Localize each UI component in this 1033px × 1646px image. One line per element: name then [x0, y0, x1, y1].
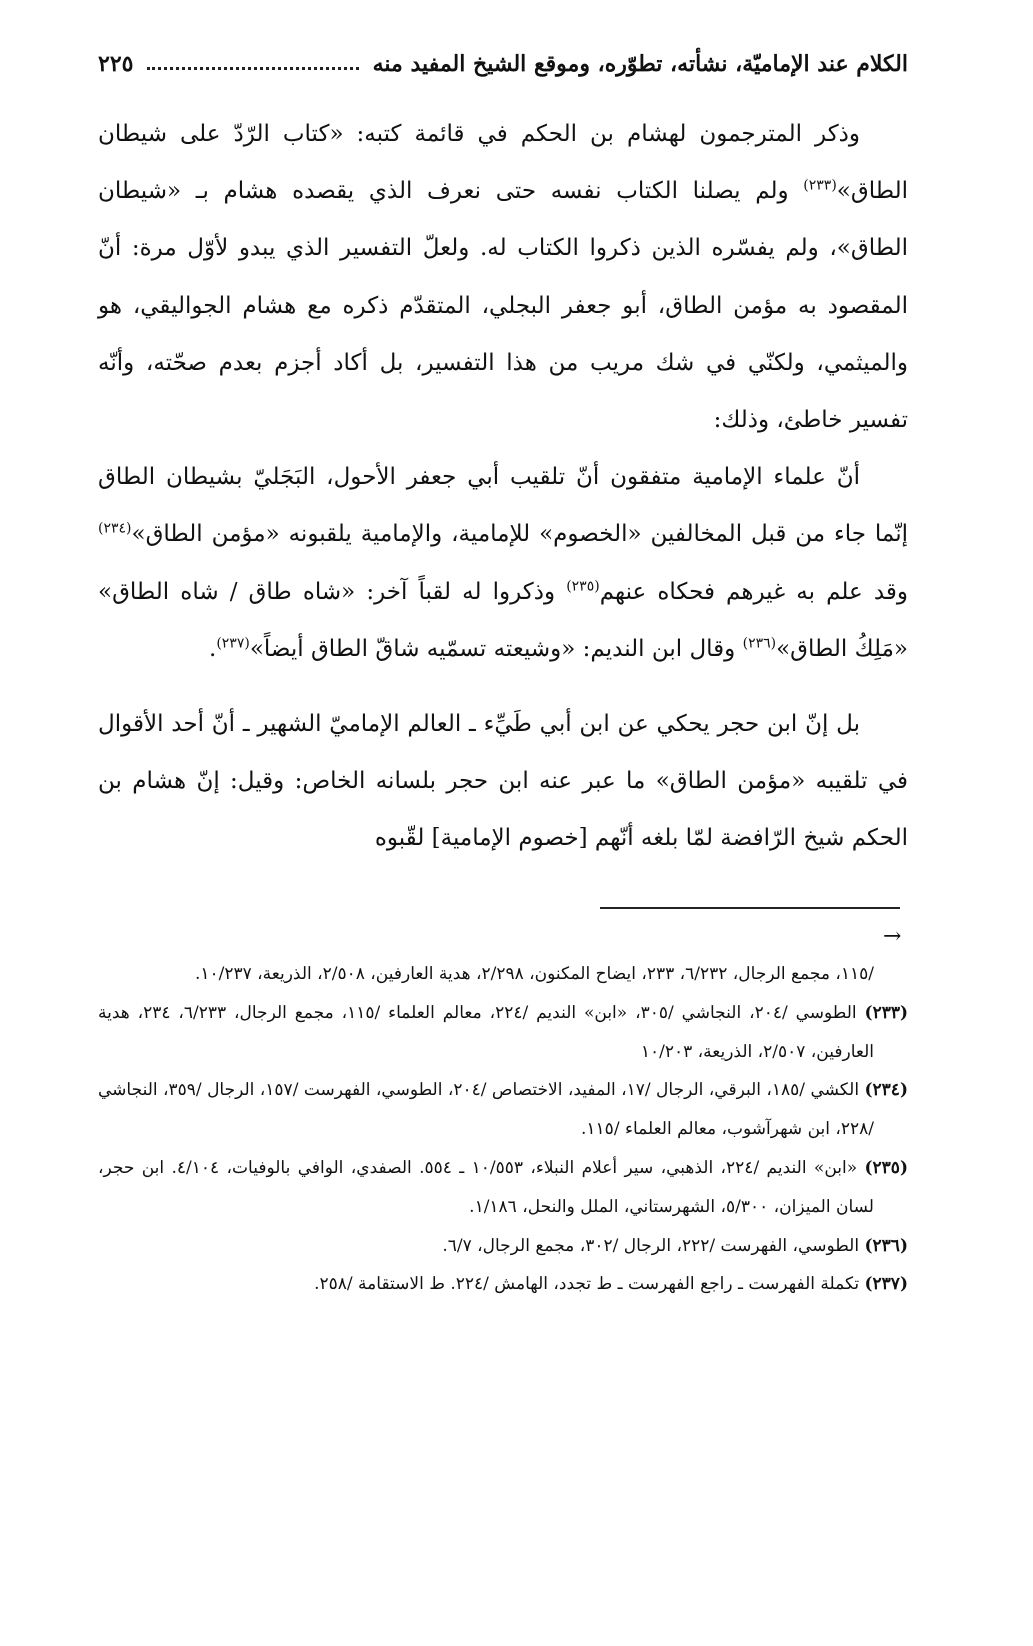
footnote-number: (٢٣٣) — [864, 1002, 909, 1023]
paragraph-text: أنّ علماء الإمامية متفقون أنّ تلقيب أبي جعفر الأحول، البَجَليّ بشيطان الطاق إنّما جاء من قبل المخالفين «الخصوم» للإمامية، والإمامية يلقبونه «مؤمن الطاق» — [98, 464, 908, 548]
running-header — [98, 44, 908, 84]
footnote-ref-235: (٢٣٥) — [566, 577, 600, 594]
main-text — [98, 106, 908, 868]
paragraph-text: . — [209, 635, 217, 662]
paragraph-3 — [98, 696, 908, 868]
footnote-233 — [98, 994, 908, 1072]
footnote-number: (٢٣٦) — [864, 1235, 908, 1256]
paragraph-text: وقال ابن النديم: «وشيعته تسمّيه شاقّ الطاق أيضاً» — [249, 635, 743, 662]
footnote-236 — [98, 1227, 908, 1266]
paragraph-text: وقد علم به غيرهم فحكاه عنهم — [599, 578, 908, 605]
footnote-number: (٢٣٥) — [864, 1157, 908, 1178]
footnote-number: (٢٣٤) — [864, 1080, 908, 1101]
footnote-text: «ابن» النديم /٢٢٤، الذهبي، سير أعلام النبلاء، ١٠/٥٥٣ ـ ٥٥٤. الصفدي، الوافي بالوفيات، ٤/١٠٤. ابن حجر، لسان الميزان، ٥/٣٠٠، الشهرستاني، الملل والنحل، ١/١٨٦. — [98, 1157, 874, 1217]
footnote-number: (٢٣٧) — [864, 1274, 908, 1295]
paragraph-2 — [98, 449, 908, 678]
footnote-ref-234: (٢٣٤) — [98, 520, 132, 537]
footnote-ref-237: (٢٣٧) — [216, 635, 250, 652]
page-number: ٢٢٥ — [98, 51, 134, 77]
paragraph-1 — [98, 106, 908, 449]
footnote-ref-236: (٢٣٦) — [742, 635, 777, 652]
header-title: الكلام عند الإماميّة، نشأته، تطوّره، وموقع الشيخ المفيد منه — [372, 51, 908, 77]
footnote-text: تكملة الفهرست ـ راجع الفهرست ـ ط تجدد، الهامش /٢٢٤. ط الاستقامة /٢٥٨. — [314, 1274, 860, 1295]
footnote-continuation: /١١٥، مجمع الرجال، ٦/٢٣٢، ٢٣٣، ايضاح المكنون، ٢/٢٩٨، هدية العارفين، ٢/٥٠٨، الذريعة، ١٠/٢٣٧. — [194, 964, 874, 984]
footnote-ref-233: (٢٣٣) — [803, 177, 837, 194]
footnote-text: الكشي /١٨٥، البرقي، الرجال /١٧، المفيد، الاختصاص /٢٠٤، الطوسي، الفهرست /١٥٧، الرجال /٣٥٩، النجاشي /٢٢٨، ابن شهرآشوب، معالم العلماء /١١٥. — [98, 1080, 874, 1140]
footnote-237 — [98, 1265, 908, 1304]
footnote-text: الطوسي، الفهرست /٢٢٢، الرجال /٣٠٢، مجمع الرجال، ٦/٧. — [442, 1235, 860, 1256]
footnote-234 — [98, 1071, 908, 1149]
footnote-235 — [98, 1149, 908, 1227]
paragraph-text: وذكر المترجمون لهشام بن الحكم في قائمة كتبه: «كتاب الرّدّ على شيطان الطاق» — [98, 121, 908, 205]
paragraph-text: وذكروا له لقباً آخر: «شاه طاق / شاه الطاق» «مَلِكُ الطاق» — [98, 578, 908, 662]
leader-dots — [147, 67, 358, 70]
continuation-arrow-icon: → — [883, 924, 902, 949]
paragraph-text: ولم يصلنا الكتاب نفسه حتى نعرف الذي يقصده هشام بـ «شيطان الطاق»، ولم يفسّره الذين ذكروا الكتاب له. ولعلّ التفسير الذي يبدو لأوّل مرة: أنّ المقصود به مؤمن الطاق، أبو جعفر البجلي، المتقدّم ذكره مع هشام الجواليقي، هو والميثمي، ولكنّي في شك مريب من هذا التفسير، بل أكاد أجزم بعدم صحّته، وأنّه تفسير خاطئ، وذلك: — [98, 178, 908, 434]
footnotes — [98, 955, 908, 1304]
footnote-separator — [600, 907, 900, 909]
paragraph-text: بل إنّ ابن حجر يحكي عن ابن أبي طَيِّء ـ العالم الإماميّ الشهير ـ أنّ أحد الأقوال في تلقيبه «مؤمن الطاق» ما عبر عنه ابن حجر بلسانه الخاص: وقيل: إنّ هشام بن الحكم شيخ الرّافضة لمّا بلغه أنّهم [خصوم الإمامية] لقّبوه — [98, 711, 908, 852]
footnote-text: الطوسي /٢٠٤، النجاشي /٣٠٥، «ابن» النديم /٢٢٤، معالم العلماء /١١٥، مجمع الرجال، ٦/٢٣٣، ٢٣٤، هدية العارفين، ٢/٥٠٧، الذريعة، ١٠/٢٠٣ — [98, 1002, 874, 1062]
